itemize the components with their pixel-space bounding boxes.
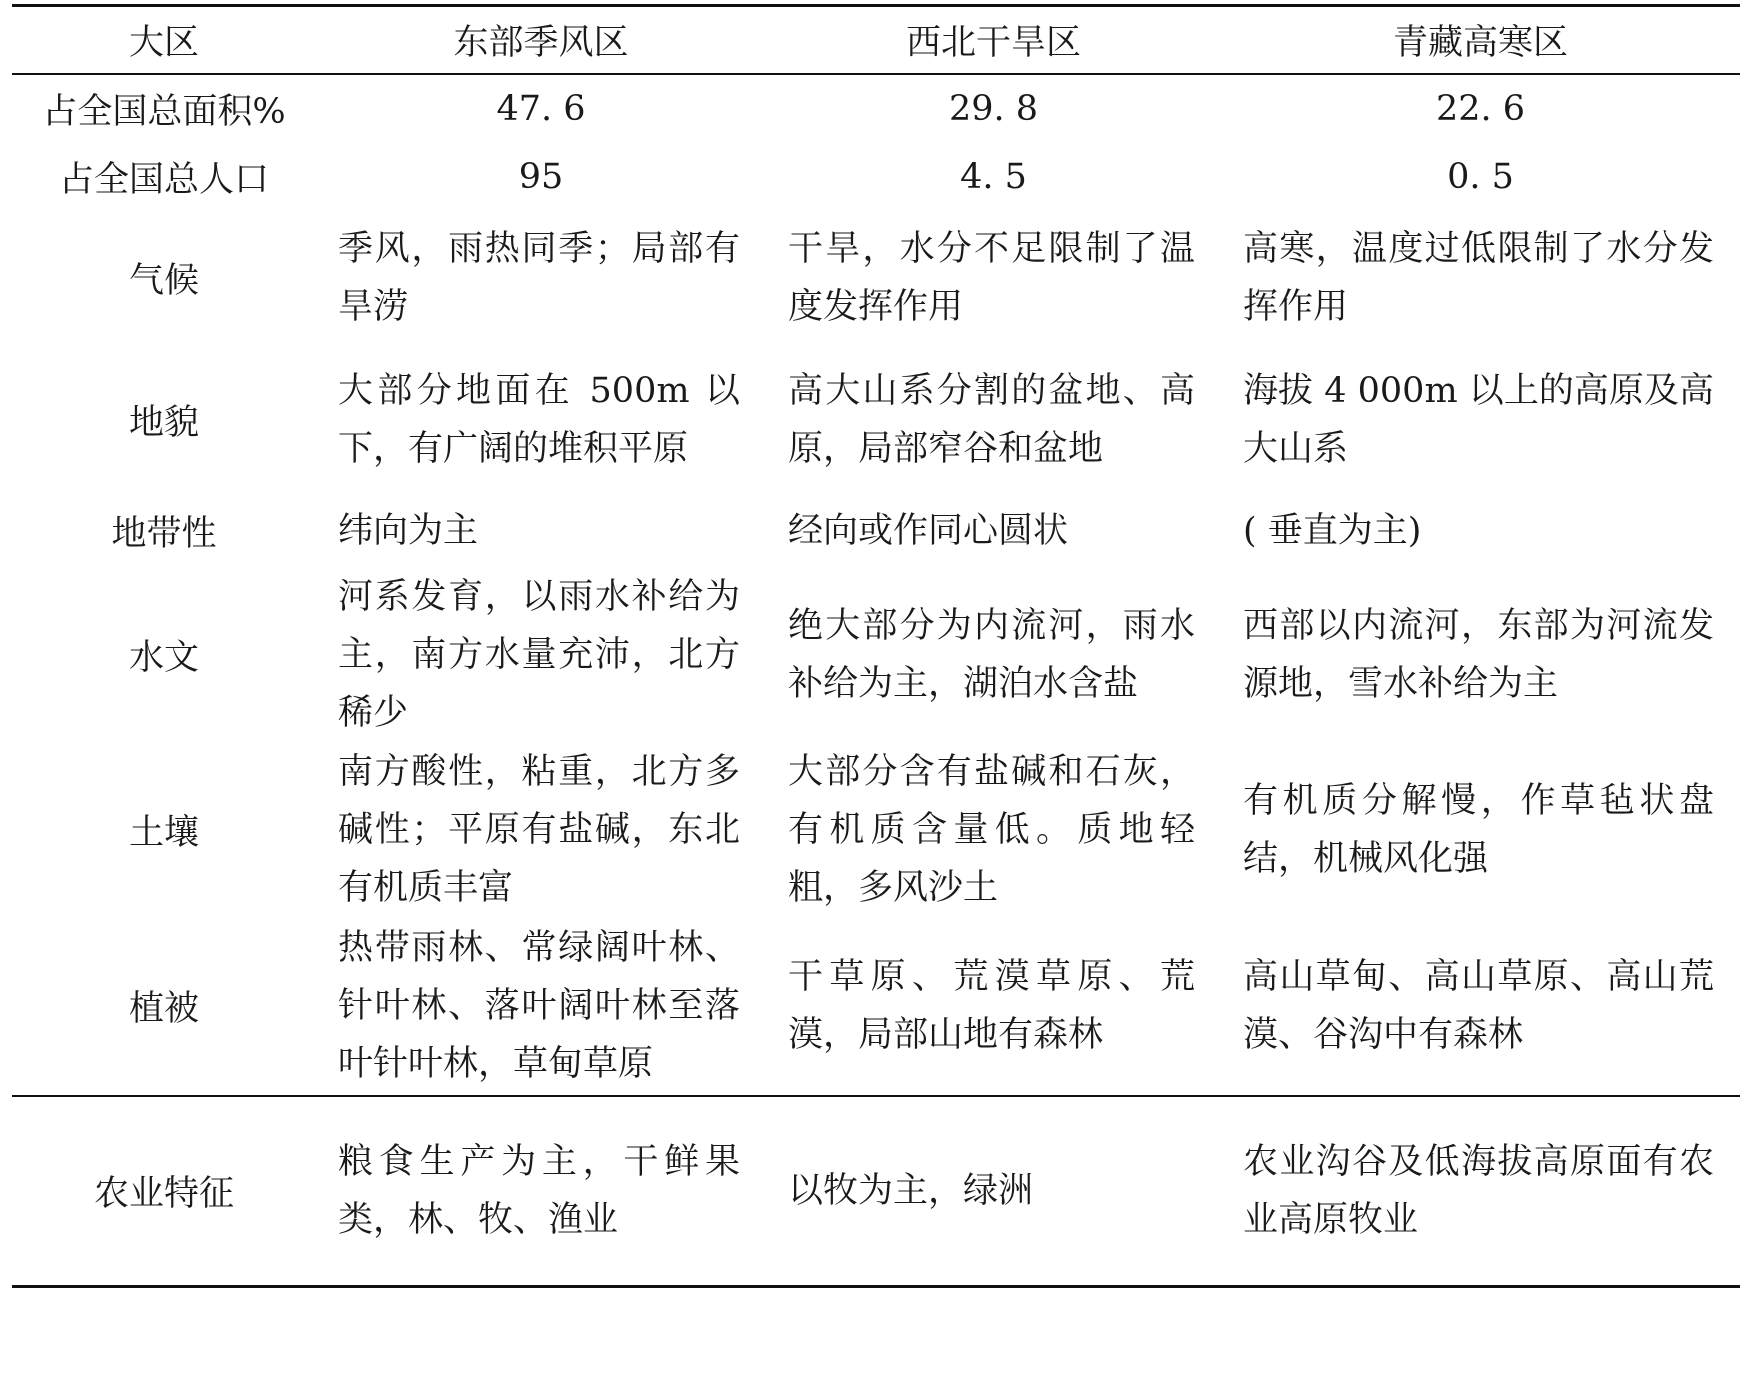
table-row-population-share xyxy=(12,143,1740,211)
table-row-landform xyxy=(12,345,1740,495)
header-east-monsoon: 东部季风区 xyxy=(316,6,766,75)
cell-northwest: 大部分含有盐碱和石灰，有机质含量低。质地轻粗，多风沙土 xyxy=(788,752,1195,908)
cell-east: 热带雨林、常绿阔叶林、针叶林、落叶阔叶林至落叶针叶林，草甸草原 xyxy=(338,928,740,1084)
table-row-area-share xyxy=(12,74,1740,143)
cell-qingzang: ( 垂直为主) xyxy=(1243,511,1422,551)
cell-east: 粮食生产为主，干鲜果类，林、牧、渔业 xyxy=(316,1096,766,1287)
cell-northwest: 高大山系分割的盆地、高原，局部窄谷和盆地 xyxy=(788,371,1195,469)
table-row-zonality xyxy=(12,495,1740,567)
cell-northwest: 干草原、荒漠草原、荒漠，局部山地有森林 xyxy=(788,957,1195,1055)
cell-east: 纬向为主 xyxy=(338,511,479,551)
row-label: 农业特征 xyxy=(12,1096,316,1287)
table-row-agriculture xyxy=(12,1096,1740,1287)
cell-northwest: 经向或作同心圆状 xyxy=(788,511,1069,551)
row-label: 占全国总面积% xyxy=(42,92,286,132)
cell-northwest: 29. 8 xyxy=(948,89,1039,129)
cell-east: 47. 6 xyxy=(496,89,586,129)
cell-qingzang: 高寒，温度过低限制了水分发挥作用 xyxy=(1243,229,1714,327)
row-label: 地貌 xyxy=(128,403,199,443)
table-row-soil xyxy=(12,743,1740,917)
cell-qingzang: 0. 5 xyxy=(1447,157,1514,197)
cell-qingzang: 农业沟谷及低海拔高原面有农业高原牧业 xyxy=(1221,1096,1740,1287)
table-header xyxy=(12,6,1740,75)
header-region: 大区 xyxy=(12,6,316,75)
cell-northwest: 4. 5 xyxy=(960,157,1027,197)
region-comparison-table-wrapper xyxy=(12,4,1740,1288)
cell-qingzang: 海拔 4 000m 以上的高原及高大山系 xyxy=(1243,371,1714,469)
cell-qingzang: 西部以内流河，东部为河流发源地，雪水补给为主 xyxy=(1243,606,1714,704)
row-label: 植被 xyxy=(128,989,199,1029)
cell-east: 季风，雨热同季；局部有旱涝 xyxy=(338,229,740,327)
cell-northwest: 干旱，水分不足限制了温度发挥作用 xyxy=(788,229,1195,327)
region-comparison-table xyxy=(12,4,1740,1288)
table-row-climate xyxy=(12,211,1740,345)
cell-qingzang: 22. 6 xyxy=(1435,89,1526,129)
row-label: 占全国总人口 xyxy=(58,160,269,200)
table-row-vegetation xyxy=(12,917,1740,1096)
row-label: 地带性 xyxy=(111,514,217,554)
row-label: 土壤 xyxy=(128,813,199,853)
header-qingzang-alpine: 青藏高寒区 xyxy=(1221,6,1740,75)
cell-east: 南方酸性，粘重，北方多碱性；平原有盐碱，东北有机质丰富 xyxy=(338,752,740,908)
table-row-hydrology xyxy=(12,567,1740,743)
header-northwest-arid: 西北干旱区 xyxy=(766,6,1221,75)
cell-northwest: 绝大部分为内流河，雨水补给为主，湖泊水含盐 xyxy=(788,606,1195,704)
cell-qingzang: 高山草甸、高山草原、高山荒漠、谷沟中有森林 xyxy=(1243,957,1714,1055)
cell-east: 大部分地面在 500m 以下，有广阔的堆积平原 xyxy=(338,371,740,469)
row-label: 气候 xyxy=(128,261,199,301)
cell-qingzang: 有机质分解慢，作草毡状盘结，机械风化强 xyxy=(1243,781,1714,879)
cell-east: 95 xyxy=(518,157,564,197)
table-body xyxy=(12,74,1740,1287)
row-label: 水文 xyxy=(128,638,199,678)
cell-northwest: 以牧为主，绿洲 xyxy=(766,1096,1221,1287)
header-row xyxy=(12,6,1740,75)
cell-east: 河系发育，以雨水补给为主，南方水量充沛，北方稀少 xyxy=(338,577,740,733)
